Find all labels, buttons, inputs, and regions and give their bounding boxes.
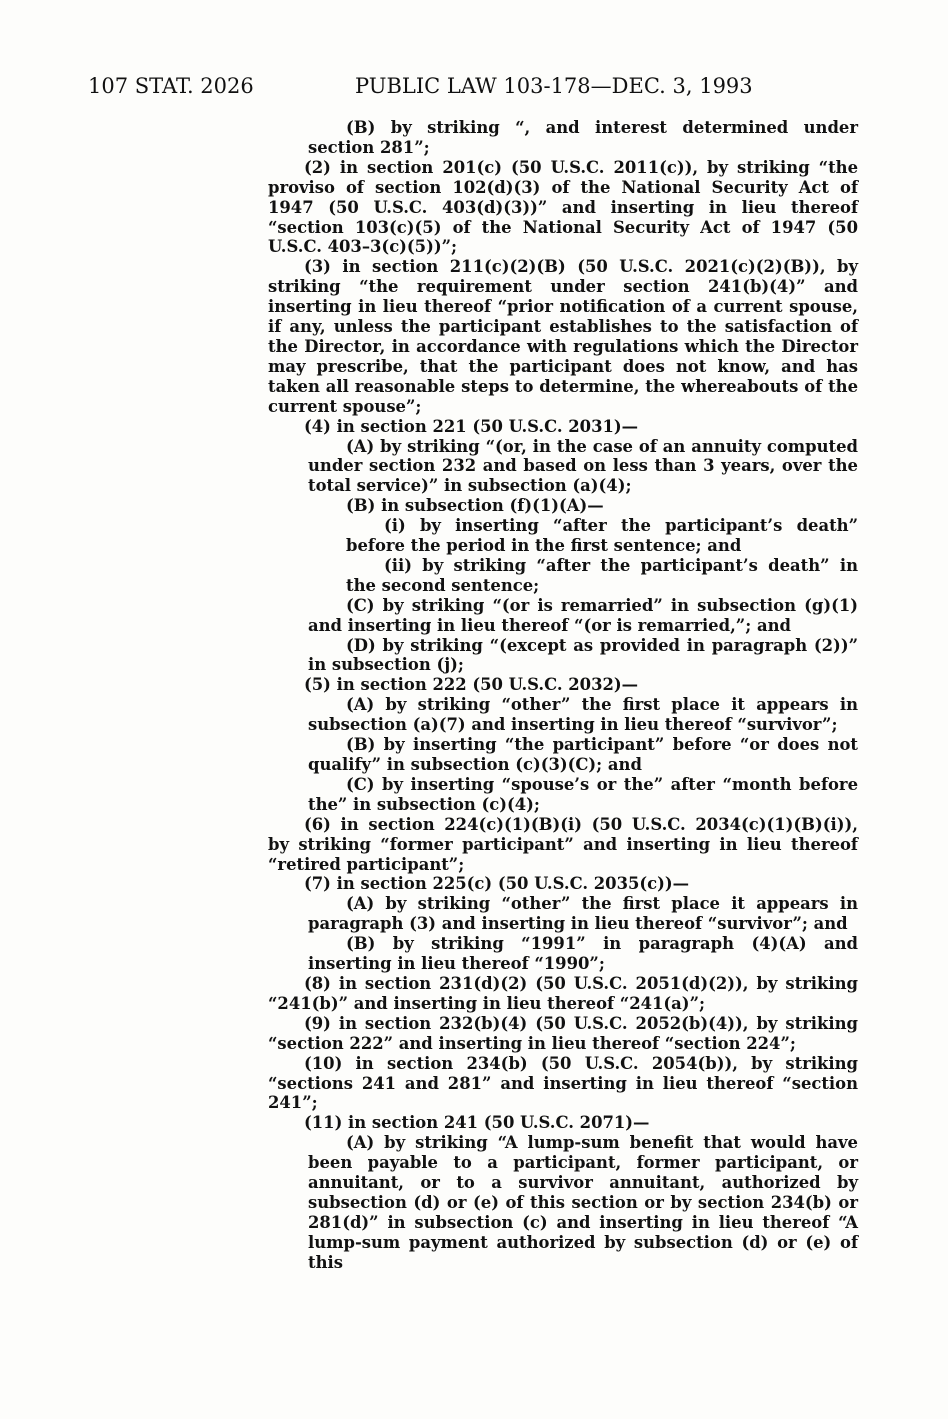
statute-paragraph: (10) in section 234(b) (50 U.S.C. 2054(b)), by striking “sections 241 and 281” and inserting in lieu thereof “section 241”; xyxy=(268,1053,858,1113)
statute-paragraph: (A) by striking “other” the first place it appears in paragraph (3) and inserting in lieu thereof “survivor”; and xyxy=(308,894,858,934)
statute-paragraph: (C) by striking “(or is remarried” in subsection (g)(1) and inserting in lieu thereof “(or is remarried,”; and xyxy=(308,595,858,635)
statute-paragraph: (A) by striking “(or, in the case of an annuity computed under section 232 and based on less than 3 years, over the total service)” in subsection (a)(4); xyxy=(308,436,858,496)
statute-paragraph: (5) in section 222 (50 U.S.C. 2032)— xyxy=(304,675,639,695)
statute-paragraph: (ii) by striking “after the participant’s death” in the second sentence; xyxy=(346,555,858,595)
statute-paragraph: (D) by striking “(except as provided in paragraph (2))” in subsection (j); xyxy=(308,635,858,675)
statute-paragraph: (3) in section 211(c)(2)(B) (50 U.S.C. 2021(c)(2)(B)), by striking “the requirement under section 241(b)(4)” and inserting in lieu thereof “prior notification of a current spouse, if any, unless the participant establishes to the satisfaction of the Director, in accordance with regulations which the Director may prescribe, that the participant does not know, and has taken all reasonable steps to determine, the whereabouts of the current spouse”; xyxy=(268,257,858,416)
running-header-title: PUBLIC LAW 103-178—DEC. 3, 1993 xyxy=(355,74,753,98)
statute-paragraph: (11) in section 241 (50 U.S.C. 2071)— xyxy=(304,1113,650,1133)
statute-paragraph: (i) by inserting “after the participant’s death” before the period in the first sentence; and xyxy=(346,516,858,556)
page-reference: 107 STAT. 2026 xyxy=(88,74,254,98)
statute-paragraph: (C) by inserting “spouse’s or the” after “month before the” in subsection (c)(4); xyxy=(308,774,858,814)
statute-paragraph: (7) in section 225(c) (50 U.S.C. 2035(c))— xyxy=(304,874,690,894)
statute-paragraph: (8) in section 231(d)(2) (50 U.S.C. 2051(d)(2)), by striking “241(b)” and inserting in lieu thereof “241(a)”; xyxy=(268,973,858,1013)
statute-paragraph: (A) by striking “A lump-sum benefit that would have been payable to a participant, former participant, or annuitant, or to a survivor annuitant, authorized by subsection (d) or (e) of this section or by section 234(b) or 281(d)” in subsection (c) and inserting in lieu thereof “A lump-sum payment authorized by subsection (d) or (e) of this xyxy=(308,1133,858,1272)
statute-body-text xyxy=(268,118,858,1273)
statute-paragraph: (6) in section 224(c)(1)(B)(i) (50 U.S.C. 2034(c)(1)(B)(i)), by striking “former participant” and inserting in lieu thereof “retired participant”; xyxy=(268,814,858,874)
statute-paragraph: (A) by striking “other” the first place it appears in subsection (a)(7) and inserting in lieu thereof “survivor”; xyxy=(308,695,858,735)
statute-paragraph: (4) in section 221 (50 U.S.C. 2031)— xyxy=(304,416,639,436)
statute-paragraph: (2) in section 201(c) (50 U.S.C. 2011(c)), by striking “the proviso of section 102(d)(3) of the National Security Act of 1947 (50 U.S.C. 403(d)(3))” and inserting in lieu thereof “section 103(c)(5) of the National Security Act of 1947 (50 U.S.C. 403–3(c)(5))”; xyxy=(268,157,858,257)
statute-paragraph: (B) in subsection (f)(1)(A)— xyxy=(346,496,604,516)
statute-paragraph: (B) by striking “1991” in paragraph (4)(A) and inserting in lieu thereof “1990”; xyxy=(308,934,858,974)
statute-paragraph: (9) in section 232(b)(4) (50 U.S.C. 2052(b)(4)), by striking “section 222” and inserting in lieu thereof “section 224”; xyxy=(268,1013,858,1053)
statute-paragraph: (B) by striking “, and interest determined under section 281”; xyxy=(308,118,858,157)
statute-paragraph: (B) by inserting “the participant” before “or does not qualify” in subsection (c)(3)(C); and xyxy=(308,735,858,774)
